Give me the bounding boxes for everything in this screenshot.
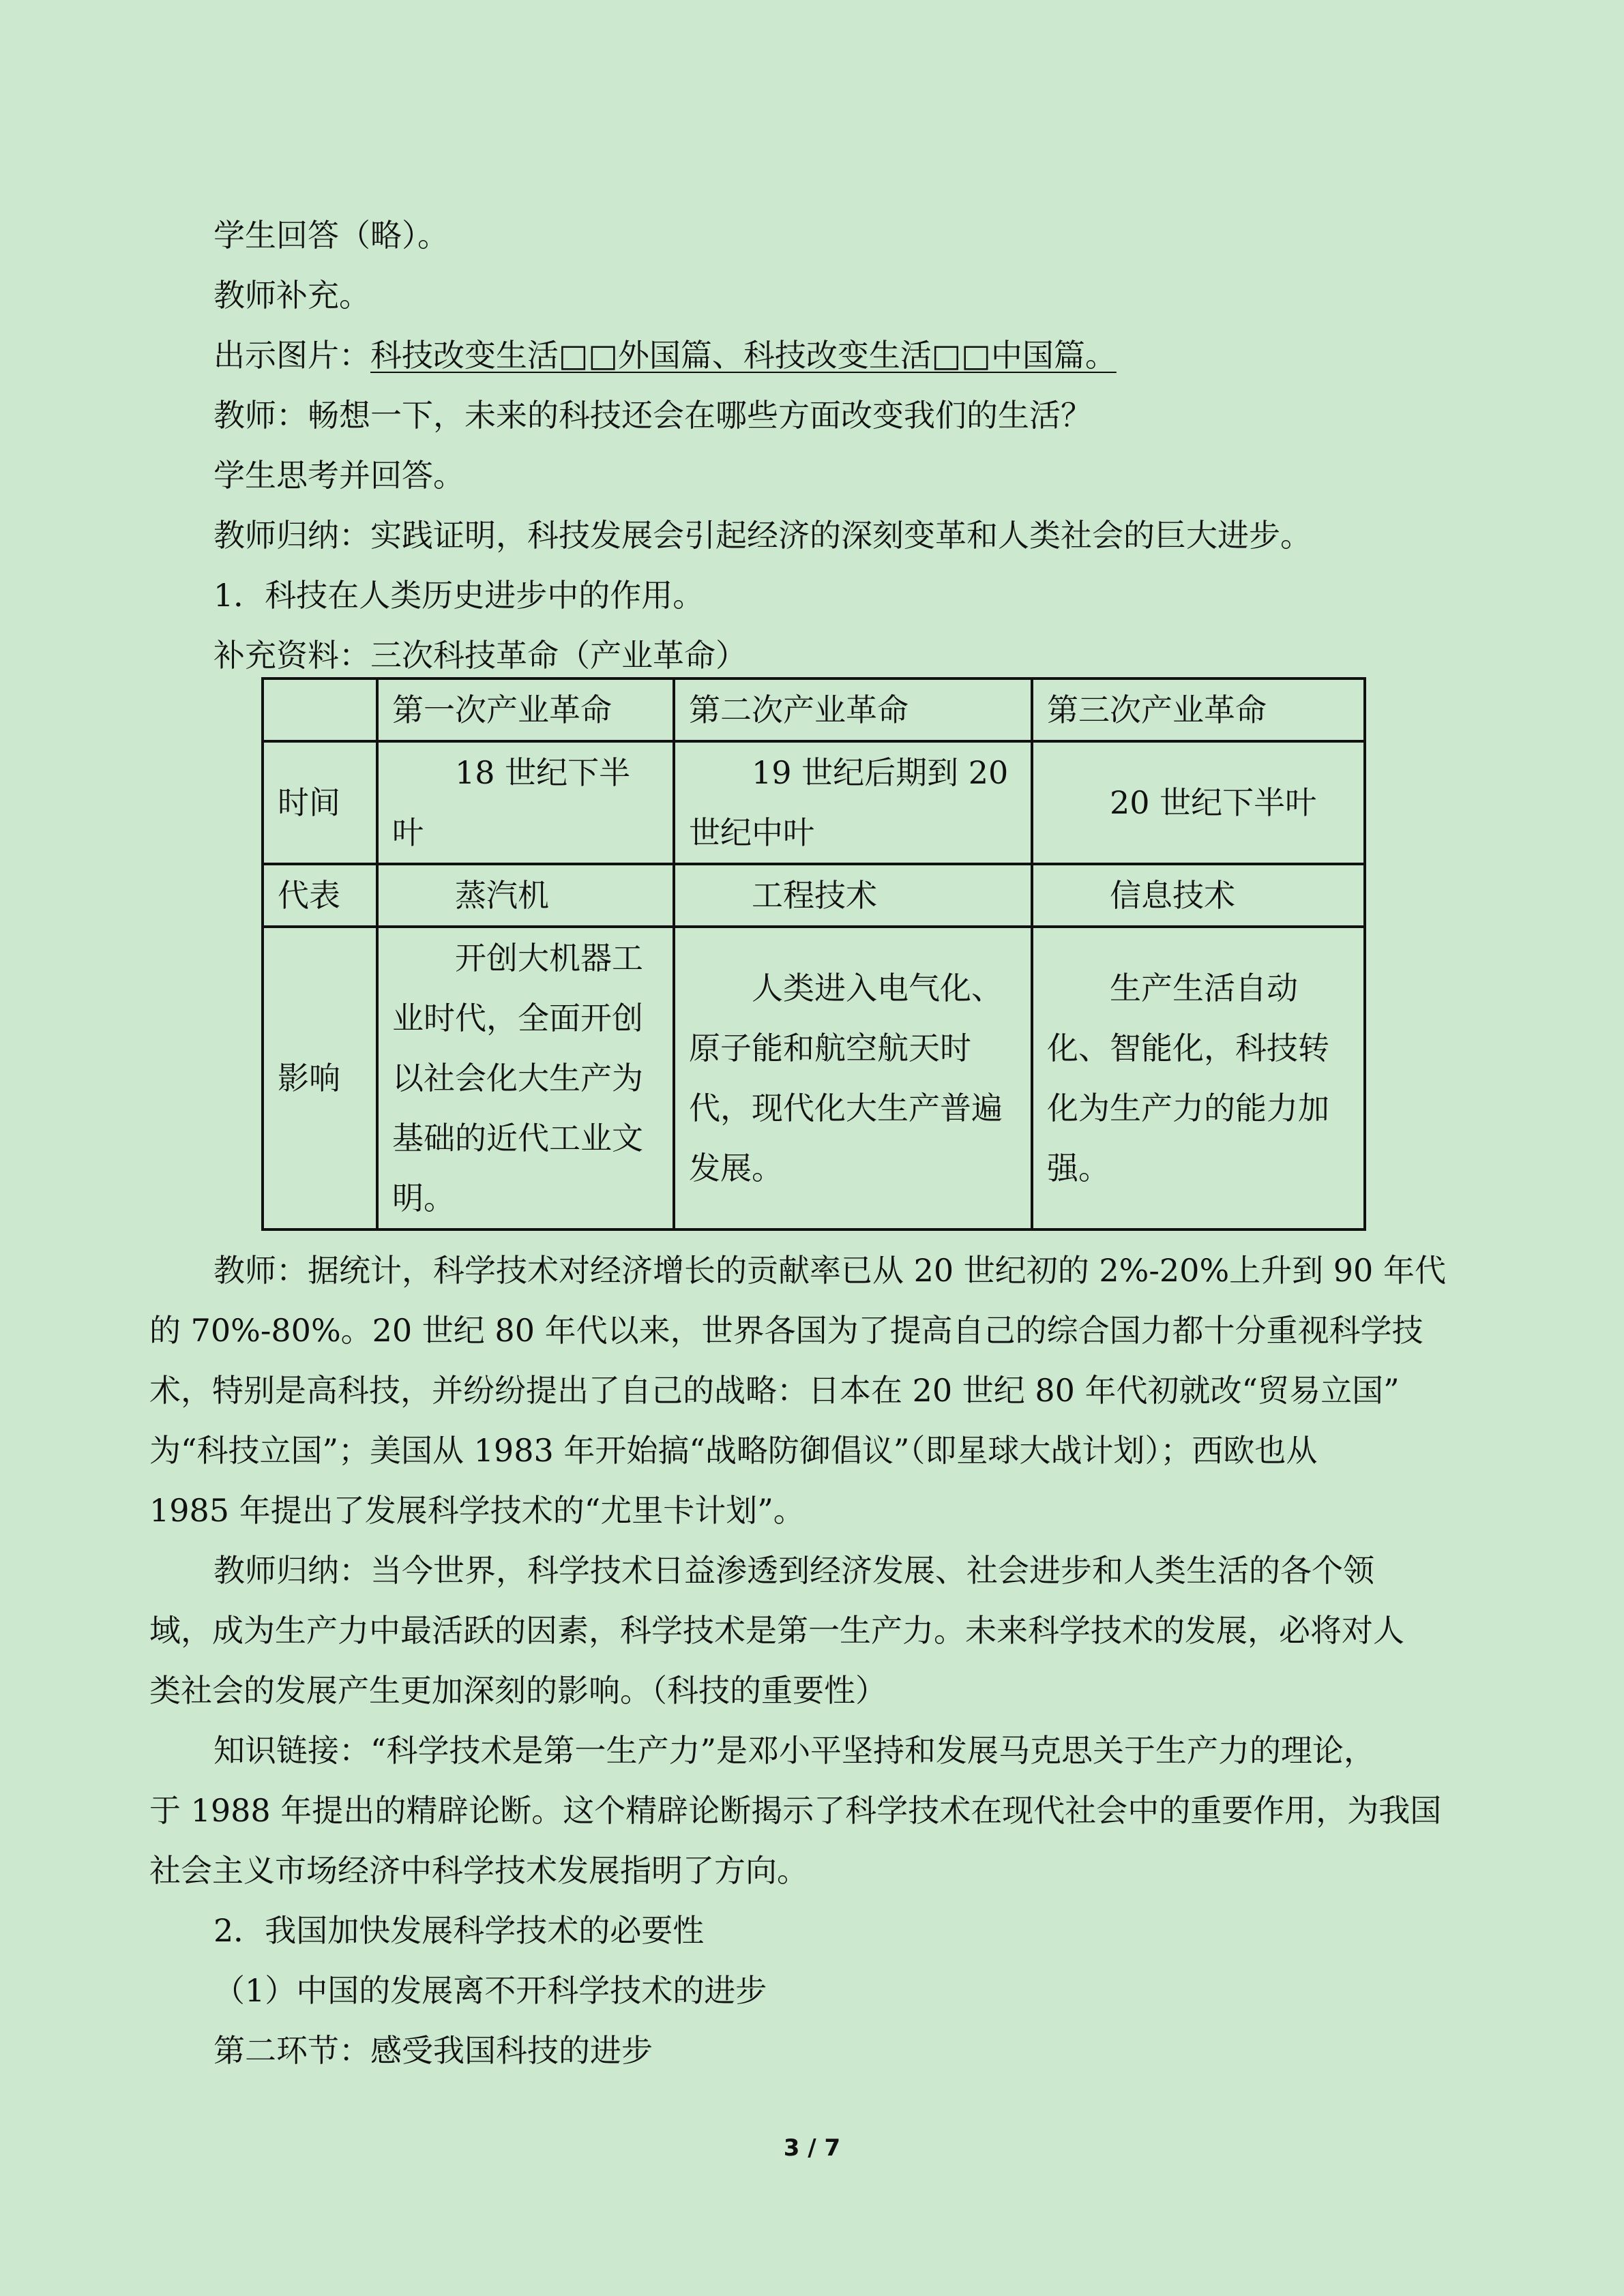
table-cell: 20 世纪下半叶	[1032, 741, 1365, 864]
body-line: 知识链接：“科学技术是第一生产力”是邓小平坚持和发展马克思关于生产力的理论，	[213, 1732, 1376, 1769]
section-heading-2: 2．我国加快发展科学技术的必要性	[213, 1912, 705, 1949]
table-header-cell	[263, 679, 377, 741]
body-line: 为“科技立国”；美国从 1983 年开始搞“战略防御倡议”（即星球大战计划）；西欧也从	[149, 1432, 1318, 1469]
body-line: 教师归纳：当今世界，科学技术日益渗透到经济发展、社会进步和人类生活的各个领	[213, 1552, 1374, 1589]
row-label-representative: 代表	[263, 864, 377, 927]
paragraph-show-images	[213, 336, 1117, 375]
paragraph-teacher-supplement: 教师补充。	[213, 277, 370, 314]
table-cell: 18 世纪下半叶	[377, 741, 674, 864]
table-cell: 开创大机器工业时代，全面开创以社会化大生产为基础的近代工业文明。	[377, 927, 674, 1229]
table-cell: 蒸汽机	[377, 864, 674, 927]
industrial-revolution-table	[261, 677, 1366, 1231]
table-row-representative	[263, 864, 1365, 927]
body-line: 术，特别是高科技，并纷纷提出了自己的战略：日本在 20 世纪 80 年代初就改“贸易立国”	[149, 1372, 1400, 1409]
paragraph-student-think: 学生思考并回答。	[213, 457, 464, 494]
paragraph-supplement-material: 补充资料：三次科技革命（产业革命）	[213, 637, 747, 674]
paragraph-student-answer: 学生回答（略）。	[213, 217, 449, 254]
table-cell: 工程技术	[674, 864, 1032, 927]
table-header-cell: 第三次产业革命	[1032, 679, 1365, 741]
section-heading-1: 1．科技在人类历史进步中的作用。	[213, 577, 705, 614]
body-line: 域，成为生产力中最活跃的因素，科学技术是第一生产力。未来科学技术的发展，必将对人	[149, 1612, 1404, 1649]
show-images-prefix: 出示图片：	[213, 337, 370, 374]
table-cell: 生产生活自动化、智能化，科技转化为生产力的能力加强。	[1032, 927, 1365, 1229]
body-line: 教师：据统计，科学技术对经济增长的贡献率已从 20 世纪初的 2%-20%上升到 90 年代	[213, 1252, 1446, 1289]
page-number: 3 / 7	[783, 2134, 841, 2162]
paragraph-teacher-summary: 教师归纳：实践证明，科技发展会引起经济的深刻变革和人类社会的巨大进步。	[213, 517, 1312, 554]
table-header-cell: 第二次产业革命	[674, 679, 1032, 741]
paragraph-teacher-question: 教师：畅想一下，未来的科技还会在哪些方面改变我们的生活？	[213, 397, 1092, 434]
table-header-cell: 第一次产业革命	[377, 679, 674, 741]
body-line: 于 1988 年提出的精辟论断。这个精辟论断揭示了科学技术在现代社会中的重要作用，为我国	[149, 1792, 1442, 1829]
table-row-time	[263, 741, 1365, 864]
body-line: 社会主义市场经济中科学技术发展指明了方向。	[149, 1852, 808, 1889]
row-label-impact: 影响	[263, 927, 377, 1229]
section-heading-stage-2: 第二环节：感受我国科技的进步	[213, 2032, 653, 2069]
table-header-row	[263, 679, 1365, 741]
body-line: 类社会的发展产生更加深刻的影响。（科技的重要性）	[149, 1672, 887, 1709]
table-cell: 19 世纪后期到 20 世纪中叶	[674, 741, 1032, 864]
row-label-time: 时间	[263, 741, 377, 864]
subsection-heading: （1）中国的发展离不开科学技术的进步	[213, 1972, 767, 2009]
show-images-link[interactable]: 科技改变生活□□外国篇、科技改变生活□□中国篇。	[370, 337, 1117, 374]
body-line: 的 70%-80%。20 世纪 80 年代以来，世界各国为了提高自己的综合国力都十分重视科学技	[149, 1312, 1423, 1349]
table-row-impact	[263, 927, 1365, 1229]
table-cell: 信息技术	[1032, 864, 1365, 927]
table-cell: 人类进入电气化、原子能和航空航天时代，现代化大生产普遍发展。	[674, 927, 1032, 1229]
body-line: 1985 年提出了发展科学技术的“尤里卡计划”。	[149, 1492, 805, 1529]
